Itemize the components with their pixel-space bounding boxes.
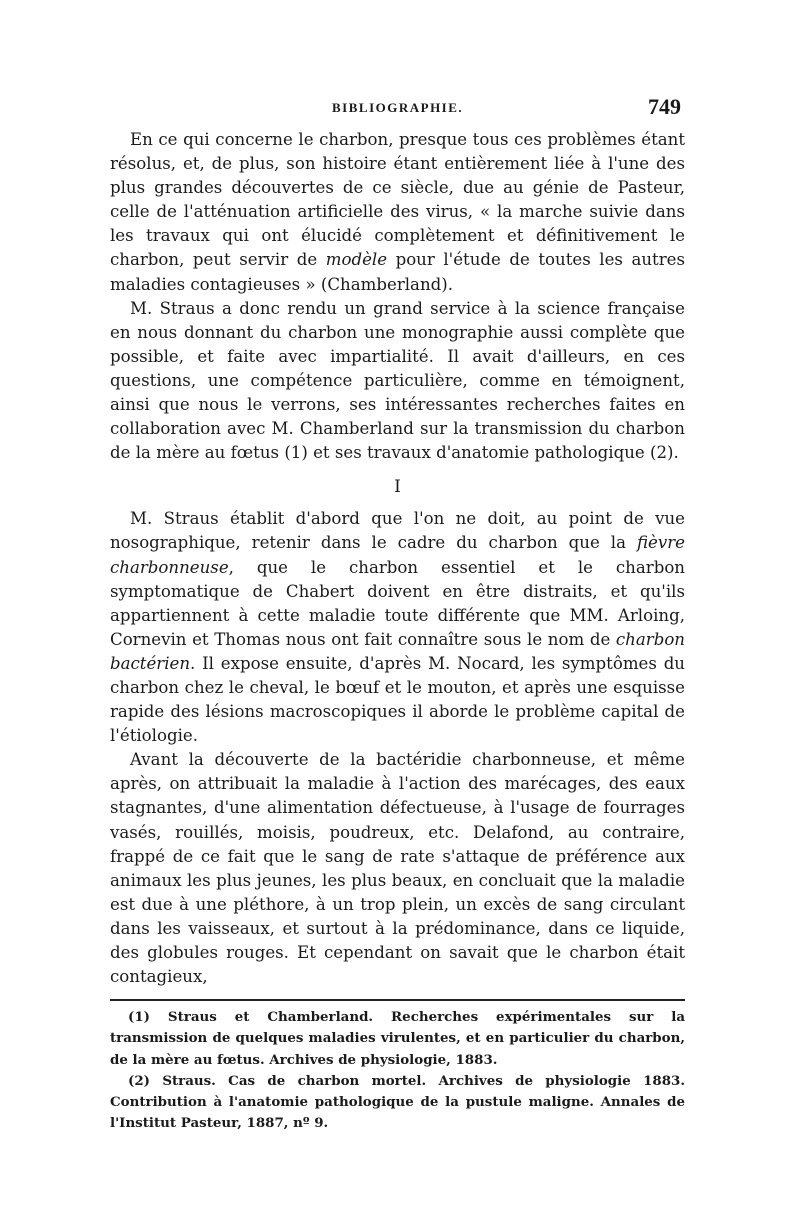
footnote-2: (2) Straus. Cas de charbon mortel. Archives de physiologie 1883. Contribution à l'anatomie pathologique de la pustule maligne. Annales de l'Institut Pasteur, 1887, nº 9. xyxy=(110,1072,685,1132)
body-text xyxy=(110,128,685,989)
book-page xyxy=(110,92,685,1134)
paragraph-3-text-e: . Il expose ensuite, d'après M. Nocard, les symptômes du charbon chez le cheval, le bœuf et le mouton, et après une esquisse rapide des lésions macroscopiques il aborde le problème capital de l'étiologie. xyxy=(110,653,685,746)
footnote-divider xyxy=(110,999,685,1001)
section-number: I xyxy=(394,477,401,498)
footnote-1: (1) Straus et Chamberland. Recherches expérimentales sur la transmission de quelques maladies virulentes, et en particulier du charbon, de la mère au fœtus. Archives de physiologie, 1883. xyxy=(110,1009,685,1068)
paragraph-3-text-c: , que le charbon essentiel et le charbon symptomatique de Chabert doivent en être distraits, et qu'ils appartiennent à cette maladie toute différente que MM. Arloing, Cornevin et Thomas nous ont fait connaître sous le nom de xyxy=(110,557,685,649)
running-head: BIBLIOGRAPHIE. xyxy=(332,100,464,115)
paragraph-2: M. Straus a donc rendu un grand service à la science française en nous donnant du charbon une monographie aussi complète que possible, et faite avec impartialité. Il avait d'ailleurs, en ces questions, une compétence particulière, comme en témoignent, ainsi que nous le verrons, ses intéressantes recherches faites en collaboration avec M. Chamberland sur la transmission du charbon de la mère au fœtus (1) et ses travaux d'anatomie pathologique (2). xyxy=(110,298,685,463)
paragraph-4: Avant la découverte de la bactéridie charbonneuse, et même après, on attribuait la maladie à l'action des marécages, des eaux stagnantes, d'une alimentation défectueuse, à l'usage de fourrages vasés, rouillés, moisis, poudreux, etc. Delafond, au contraire, frappé de ce fait que le sang de rate s'attaque de préférence aux animaux les plus jeunes, les plus beaux, en concluait que la maladie est due à une pléthore, à un trop plein, un excès de sang circulant dans les vaisseaux, et surtout à la prédominance, dans ce liquide, des globules rouges. Et cependant on savait que le charbon était contagieux, xyxy=(110,750,685,987)
paragraph-1-text-a: En ce qui concerne le charbon, presque tous ces problèmes étant résolus, et, de plus, son histoire étant entièrement liée à l'une des plus grandes découvertes de ce siècle, due au génie de Pasteur, celle de l'atténuation artificielle des virus, « la marche suivie dans les travaux qui ont élucidé complètement et définitivement le charbon, peut servir de xyxy=(110,130,685,270)
paragraph-1-text-c: pour l'étude de toutes les autres maladies contagieuses » (Chamberland). xyxy=(110,250,685,294)
paragraph-3-italic-1: fièvre charbonneuse xyxy=(110,533,685,577)
paragraph-3 xyxy=(110,507,685,748)
page-header xyxy=(110,92,685,128)
footnotes xyxy=(110,1007,685,1134)
paragraph-3-text-a: M. Straus établit d'abord que l'on ne doit, au point de vue nosographique, retenir dans le cadre du charbon que la xyxy=(110,509,685,553)
paragraph-3-italic-2: charbon bactérien xyxy=(110,629,685,673)
page-number: 749 xyxy=(648,94,681,119)
paragraph-1 xyxy=(110,128,685,297)
paragraph-1-italic: modèle xyxy=(325,250,388,270)
